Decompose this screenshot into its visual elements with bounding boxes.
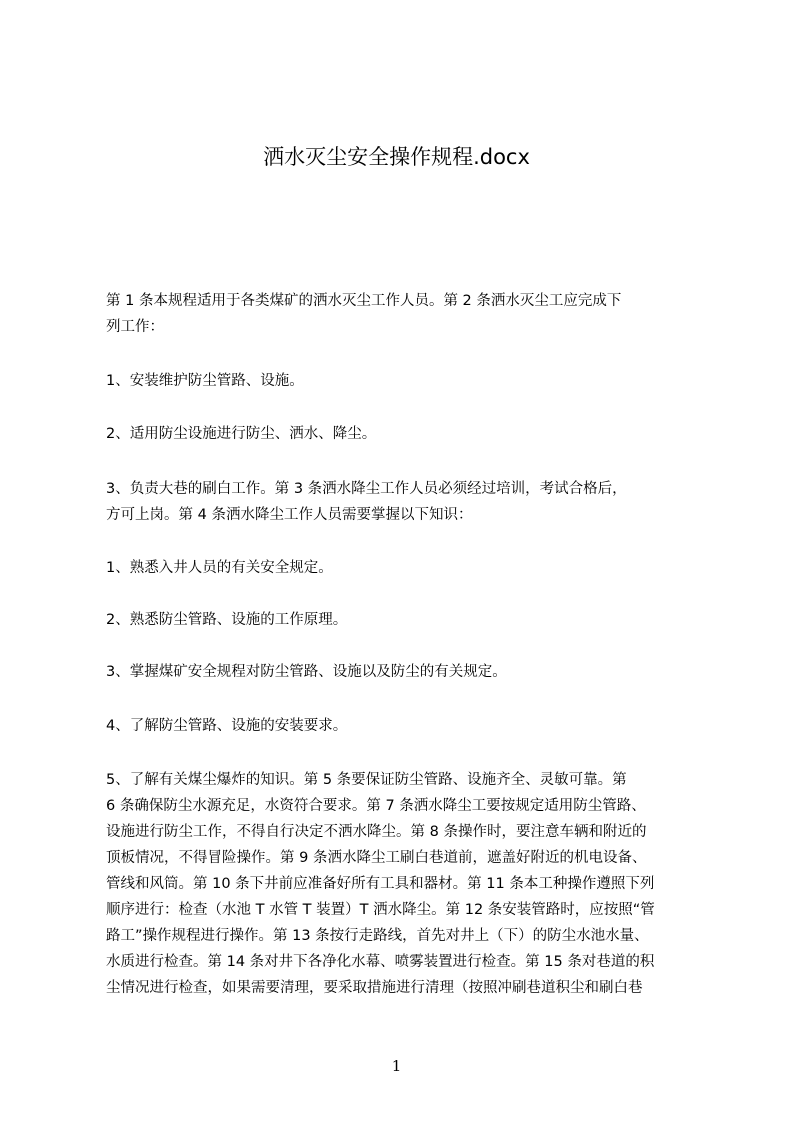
- paragraph-line: 1、安装维护防尘管路、设施。: [106, 373, 304, 389]
- paragraph-line: 顶板情况，不得冒险操作。第 9 条洒水降尘工刷白巷道前，遮盖好附近的机电设备、: [106, 850, 647, 866]
- paragraph-line: 第 1 条本规程适用于各类煤矿的洒水灭尘工作人员。第 2 条洒水灭尘工应完成下: [106, 293, 622, 309]
- paragraph-9: [106, 767, 718, 1001]
- paragraph-4: [106, 476, 718, 528]
- paragraph-line: 设施进行防尘工作，不得自行决定不洒水降尘。第 8 条操作时，要注意车辆和附近的: [106, 824, 647, 840]
- paragraph-line: 5、了解有关煤尘爆炸的知识。第 5 条要保证防尘管路、设施齐全、灵敏可靠。第: [106, 772, 627, 788]
- paragraph-line: 3、负责大巷的刷白工作。第 3 条洒水降尘工作人员必须经过培训，考试合格后，: [106, 481, 627, 497]
- paragraph-line: 2、适用防尘设施进行防尘、洒水、降尘。: [106, 426, 377, 442]
- paragraph-line: 1、熟悉入井人员的有关安全规定。: [106, 560, 333, 576]
- paragraph-7: [106, 659, 718, 685]
- paragraph-line: 方可上岗。第 4 条洒水降尘工作人员需要掌握以下知识：: [106, 507, 473, 523]
- paragraph-2: [106, 368, 718, 394]
- paragraph-5: [106, 555, 718, 581]
- document-title: 洒水灭尘安全操作规程.docx: [263, 145, 530, 169]
- paragraph-line: 管线和风筒。第 10 条下井前应准备好所有工具和器材。第 11 条本工种操作遵照下列: [106, 876, 655, 892]
- paragraph-line: 4、了解防尘管路、设施的安装要求。: [106, 718, 348, 734]
- paragraph-line: 水质进行检查。第 14 条对井下各净化水幕、喷雾装置进行检查。第 15 条对巷道的积: [106, 954, 655, 970]
- page-number: 1: [391, 1057, 402, 1075]
- paragraph-line: 顺序进行：检查（水池 T 水管 T 装置）T 洒水降尘。第 12 条安装管路时，应按照“管: [106, 902, 655, 918]
- paragraph-line: 尘情况进行检查，如果需要清理，要采取措施进行清理（按照冲刷巷道积尘和刷白巷: [106, 980, 643, 996]
- paragraph-line: 列工作：: [106, 319, 164, 335]
- paragraph-6: [106, 607, 718, 633]
- paragraph-1: [106, 288, 718, 340]
- paragraph-line: 6 条确保防尘水源充足，水资符合要求。第 7 条洒水降尘工要按规定适用防尘管路、: [106, 798, 646, 814]
- paragraph-line: 3、掌握煤矿安全规程对防尘管路、设施以及防尘的有关规定。: [106, 664, 507, 680]
- paragraph-line: 2、熟悉防尘管路、设施的工作原理。: [106, 612, 348, 628]
- paragraph-line: 路工”操作规程进行操作。第 13 条按行走路线，首先对井上（下）的防尘水池水量、: [106, 928, 649, 944]
- paragraph-8: [106, 713, 718, 739]
- paragraph-3: [106, 421, 718, 447]
